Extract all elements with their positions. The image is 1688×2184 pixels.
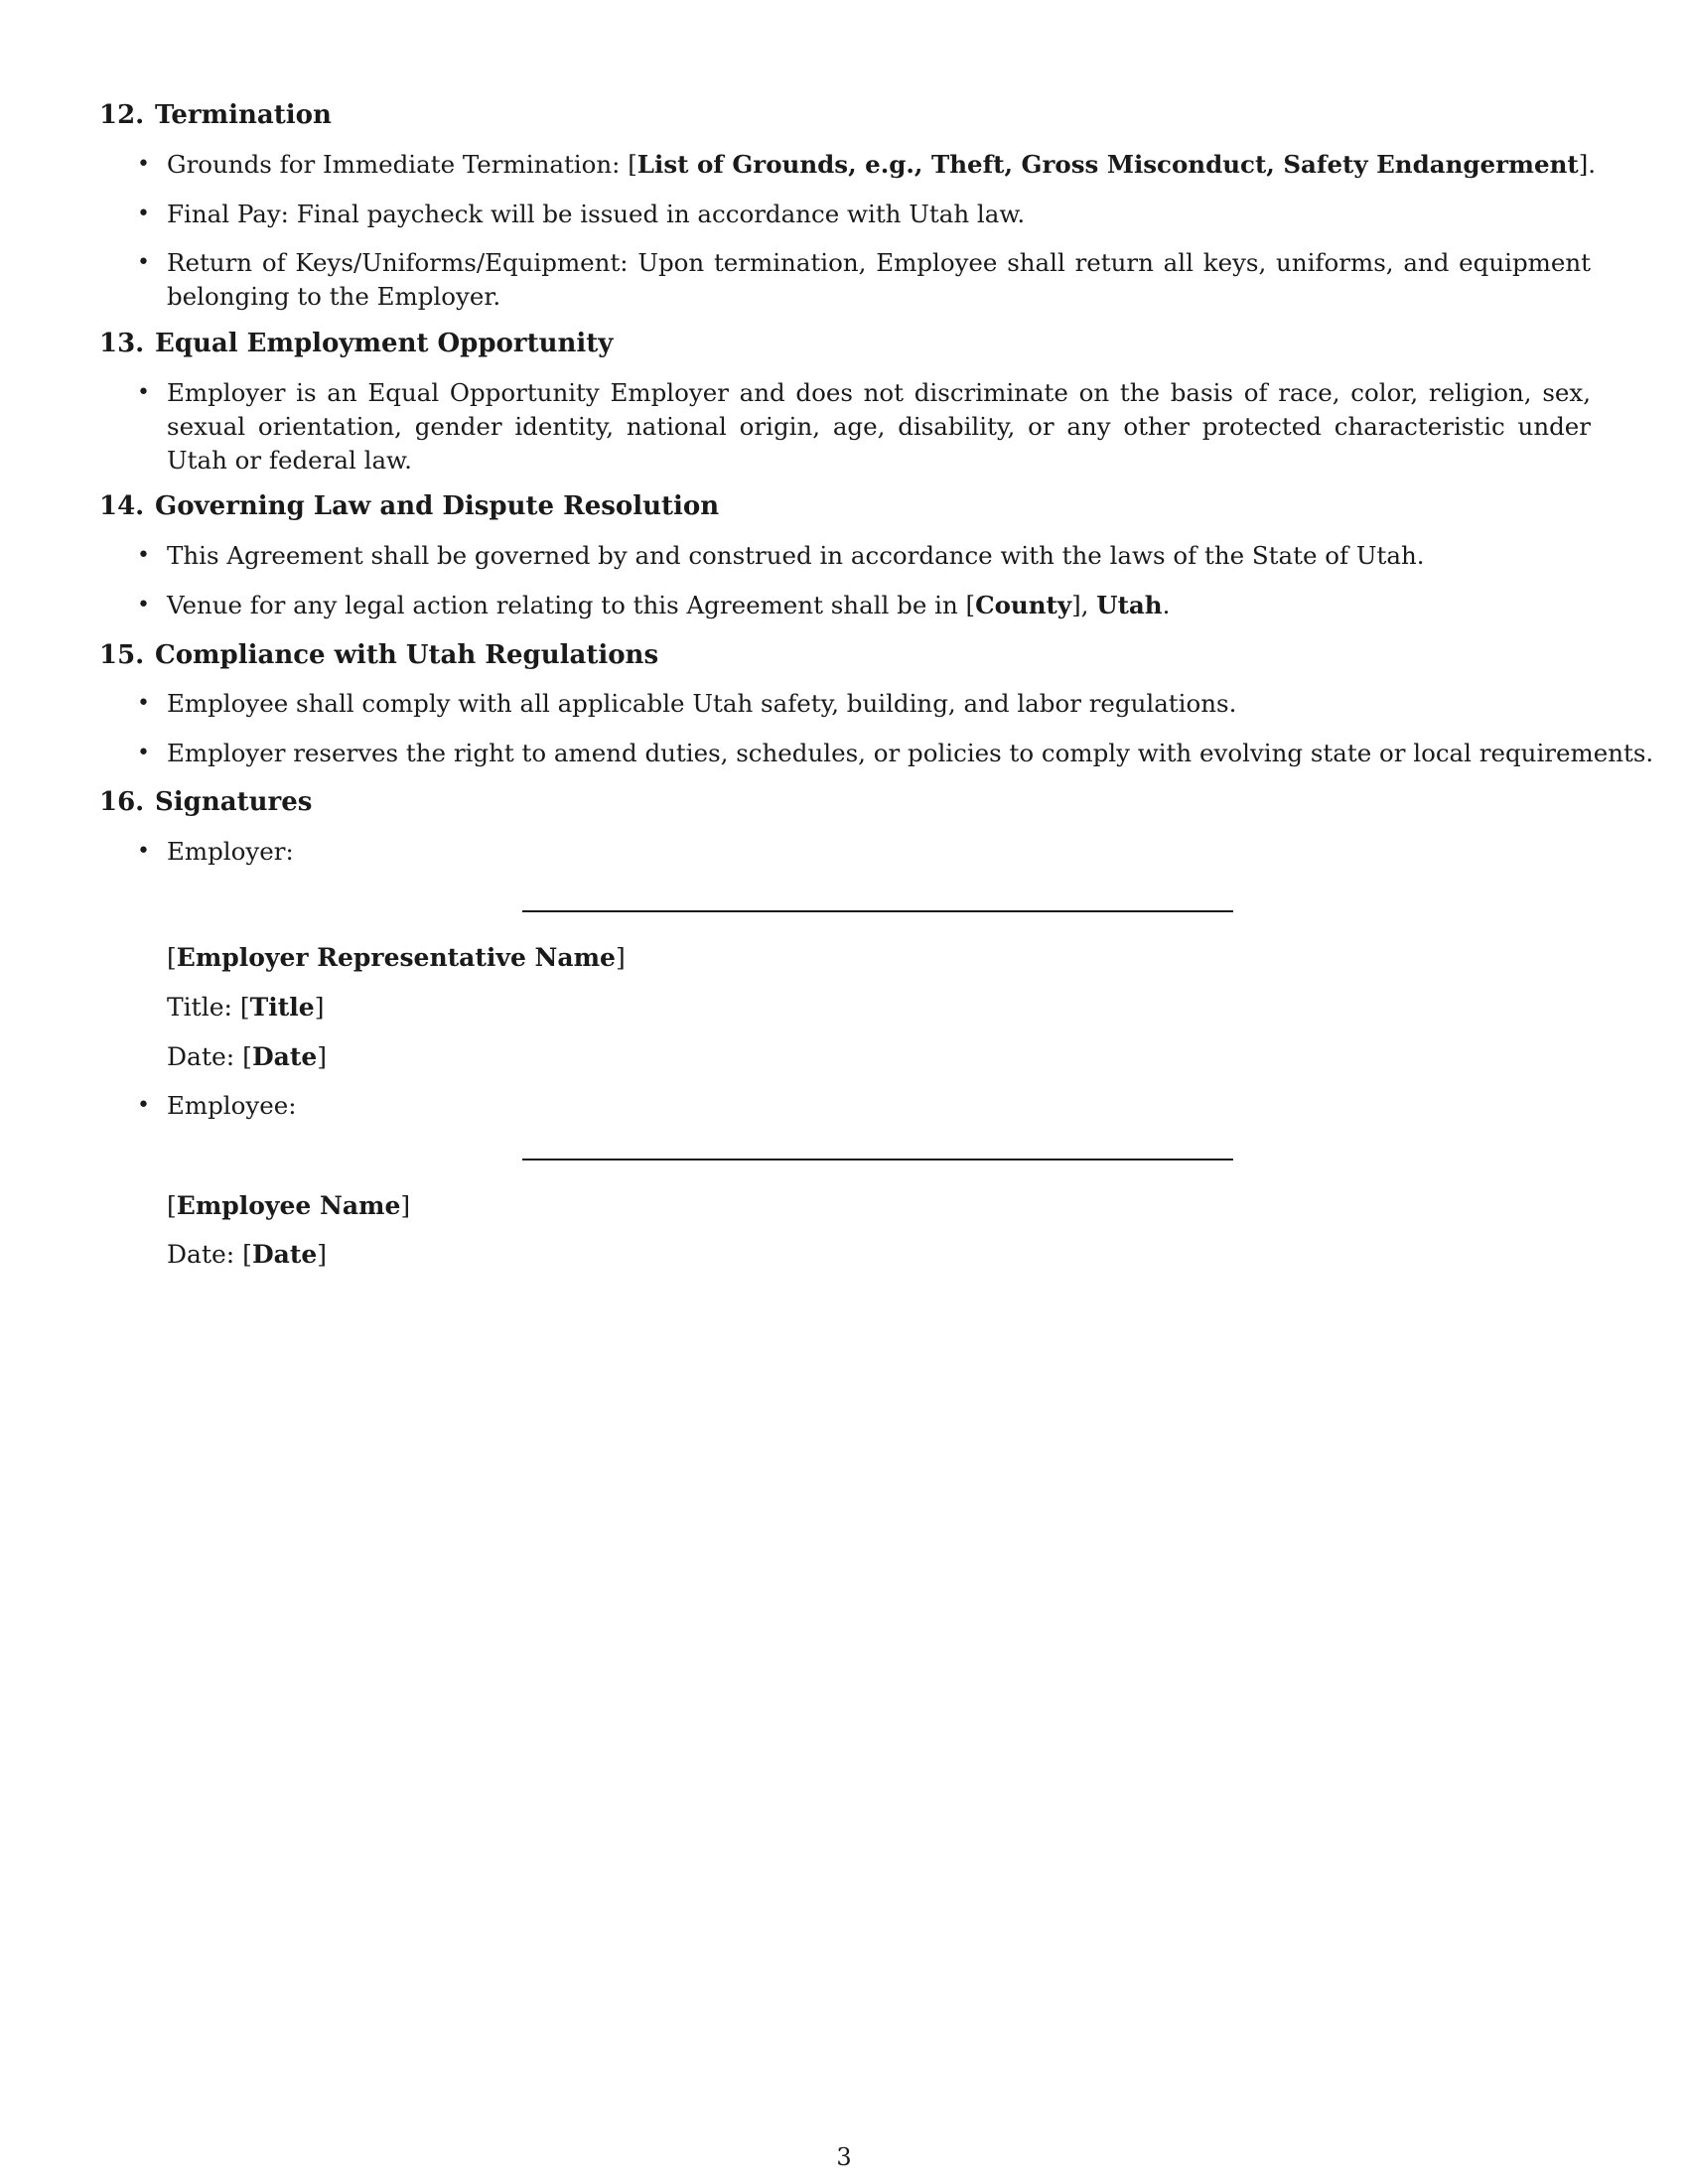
list-item-return-keys: • Return of Keys/Uniforms/Equipment: Upon termination, Employee shall return all keys, uniforms, and equipment belonging to the Employer. xyxy=(167,246,1591,314)
section-heading-signatures: 16. Signatures xyxy=(99,787,313,817)
list-item-final-pay: • Final Pay: Final paycheck will be issued in accordance with Utah law. xyxy=(167,198,1591,231)
list-item-venue: • Venue for any legal action relating to this Agreement shall be in [County], Utah. xyxy=(167,589,1591,622)
list-item-grounds-termination: • Grounds for Immediate Termination: [List of Grounds, e.g., Theft, Gross Misconduct, Safety Endangerment]. xyxy=(167,148,1591,182)
list-item-amend-duties: • Employer reserves the right to amend duties, schedules, or policies to comply with evolving state or local requirements. xyxy=(167,737,1591,770)
section-heading-compliance: 15. Compliance with Utah Regulations xyxy=(99,640,659,670)
employer-representative-name: [Employer Representative Name] xyxy=(167,943,626,972)
list-item-governing-law: • This Agreement shall be governed by and construed in accordance with the laws of the State of Utah. xyxy=(167,539,1591,573)
list-item-employee: • Employee: xyxy=(167,1089,1591,1123)
section-heading-governing-law: 14. Governing Law and Dispute Resolution xyxy=(99,491,720,521)
employee-date: Date: [Date] xyxy=(167,1240,328,1269)
employer-title: Title: [Title] xyxy=(167,993,325,1022)
employer-date: Date: [Date] xyxy=(167,1042,328,1071)
employee-name: [Employee Name] xyxy=(167,1191,411,1220)
section-heading-termination: 12. Termination xyxy=(99,100,332,130)
list-item-eeo-statement: • Employer is an Equal Opportunity Employer and does not discriminate on the basis of race, color, religion, sex, sexual orientation, gender identity, national origin, age, disability, or any other protected characteristic under Utah or federal law. xyxy=(167,376,1591,478)
list-item-comply-regulations: • Employee shall comply with all applicable Utah safety, building, and labor regulations. xyxy=(167,687,1591,721)
employer-signature-line xyxy=(522,910,1233,912)
employee-signature-line xyxy=(522,1159,1233,1160)
section-heading-equal-employment: 13. Equal Employment Opportunity xyxy=(99,329,614,358)
page-number: 3 xyxy=(836,2143,852,2171)
list-item-employer: • Employer: xyxy=(167,835,1591,869)
